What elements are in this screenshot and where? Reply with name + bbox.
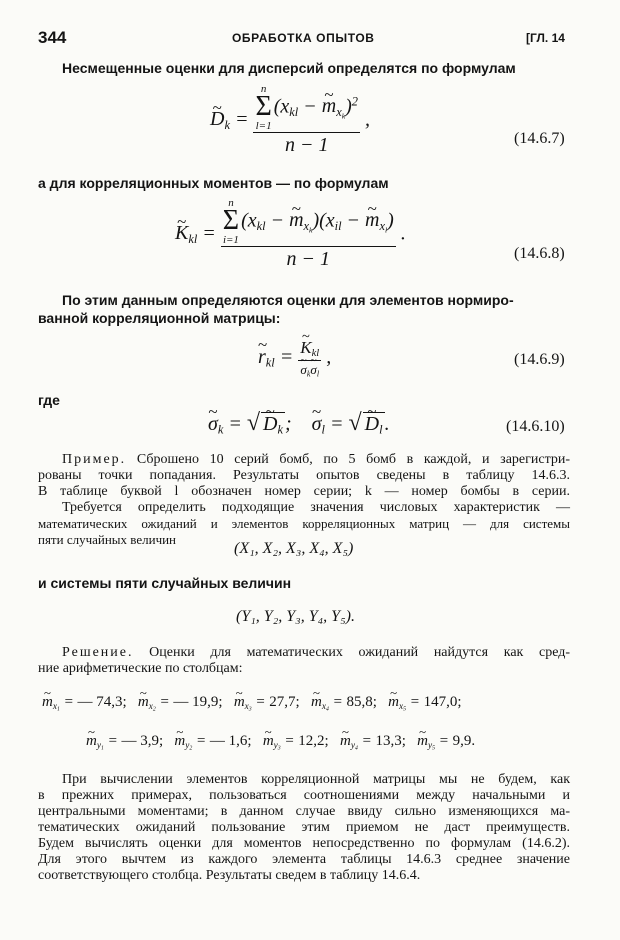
equation-number-14-6-10: (14.6.10): [506, 418, 565, 435]
example-paragraph-cont: [38, 468, 570, 500]
running-title: ОБРАБОТКА ОПЫТОВ: [232, 31, 375, 45]
estimate-mx1: — 74,3;: [77, 694, 127, 710]
estimate-my1: — 3,9;: [121, 733, 164, 749]
estimate-my2: — 1,6;: [209, 733, 252, 749]
estimate-my3: 12,2;: [298, 733, 329, 749]
estimates-x-row: ~ $m_{x_1}$ = — 74,3; ~ $m_{x_2}$ = — 19,9; ~ $m_{x_3} = 27,7$; ~ $m_{x_4} = 85,8$; ~ $m_{x_5} = 147,0$;: [42, 694, 462, 713]
closing-line-7: соответствующего столбца. Результаты сведем в таблицу 14.6.4.: [38, 868, 421, 883]
closing-line-6: Для этого вычтем из каждого элемента таблицы 14.6.3 среднее значение: [38, 852, 570, 867]
formula-dispersion: ~ $D_k$ = n Σ l=1 ($x_{kl}$ − ~ $m_{x_k})^2$ n − 1 ,: [210, 84, 370, 157]
and-system-y-text: и системы пяти случайных величин: [38, 575, 292, 591]
formula-correlation-moment: ~ $K_{kl}$ = n Σ i=1 ($x_{kl}$ − ~ $m_{x_k})(x_{il}$ − ~ $m_{x_l}$) n − 1 .: [175, 198, 406, 271]
solution-line-1: Оценки для математических ожиданий найдутся как сред-: [149, 645, 571, 660]
closing-line-3: центральными моментами; в данном случае ввиду сильно изменяющихся ма-: [38, 804, 570, 819]
solution-line-2: ние арифметические по столбцам:: [38, 661, 243, 676]
closing-paragraph: [62, 772, 570, 788]
example-paragraph: [62, 452, 570, 468]
closing-line-5: Будем вычислять оценки для моментов непосредственно по формулам (14.6.2).: [38, 836, 570, 851]
estimate-mx4: 85,8;: [346, 694, 377, 710]
estimate-mx2: — 19,9;: [173, 694, 223, 710]
formula-normalized-correlation: ~ $r_{kl}$ = ~ $K_{kl}$ ~ $\sigma_k\sim$ $\sigma_l$ ,: [258, 338, 331, 379]
formula-standard-deviations: ~ $\sigma_k$ = √~ $D_k$ ; ~ $\sigma_l$ = √~ $D_l$ .: [208, 410, 390, 438]
page-number: 344: [38, 28, 67, 47]
intro-normalized-line-1: По этим данным определяются оценки для элементов нормиро-: [62, 292, 514, 308]
example-line-2: рованы точки попадания. Результаты опытов сведены в таблицу 14.6.3.: [38, 468, 570, 483]
solution-paragraph-cont: [38, 661, 570, 677]
closing-line-4: тематических ожиданий пользование этим приемом не даст преимуществ.: [38, 820, 570, 835]
example-line-5: математических ожиданий и элементов корреляционных матриц — для системы: [38, 516, 570, 531]
estimate-mx5: 147,0;: [423, 694, 462, 710]
intro-normalized-line-2: ванной корреляционной матрицы:: [38, 310, 281, 326]
equation-number-14-6-9: (14.6.9): [514, 351, 565, 368]
example-line-1: Сброшено 10 серий бомб, по 5 бомб в каждой, и зарегистри-: [136, 452, 571, 467]
system-x: (X₁, X₂, X₃, X₄, X₅): [234, 540, 354, 557]
example-label: Пример.: [62, 452, 127, 467]
closing-line-2: в прежних примерах, пользоваться соотношениями между начальными и: [38, 788, 570, 803]
equation-number-14-6-7: (14.6.7): [514, 130, 565, 147]
solution-label: Решение.: [62, 645, 134, 660]
estimate-my4: 13,3;: [375, 733, 406, 749]
example-line-3: В таблице буквой l обозначен номер серии; k — номер бомбы в серии.: [38, 484, 570, 499]
intro-dispersion-text: Несмещенные оценки для дисперсий определятся по формулам: [62, 60, 516, 76]
example-line-4: Требуется определить подходящие значения числовых характеристик —: [62, 500, 570, 515]
intro-correlation-text: а для корреляционных моментов — по формулам: [38, 175, 389, 191]
example-line-6: пяти случайных величин: [38, 532, 177, 547]
estimate-my5: 9,9.: [452, 733, 476, 749]
closing-paragraph-cont: [38, 788, 570, 884]
equation-number-14-6-8: (14.6.8): [514, 245, 565, 262]
estimate-mx3: 27,7;: [269, 694, 300, 710]
solution-paragraph: [62, 645, 570, 661]
example-task-first: [62, 500, 570, 516]
chapter-marker: [ГЛ. 14: [526, 31, 565, 45]
system-y: (Y₁, Y₂, Y₃, Y₄, Y₅).: [236, 608, 355, 625]
closing-line-1: При вычислении элементов корреляционной матрицы мы не будем, как: [62, 772, 570, 787]
where-text: где: [38, 392, 60, 408]
estimates-y-row: ~ $m_{y_1}$ = — 3,9; ~ $m_{y_2}$ = — 1,6; ~ $m_{y_3} = 12,2$; ~ $m_{y_4} = 13,3$; ~ $m_{y_5} = 9,9$.: [86, 733, 475, 752]
